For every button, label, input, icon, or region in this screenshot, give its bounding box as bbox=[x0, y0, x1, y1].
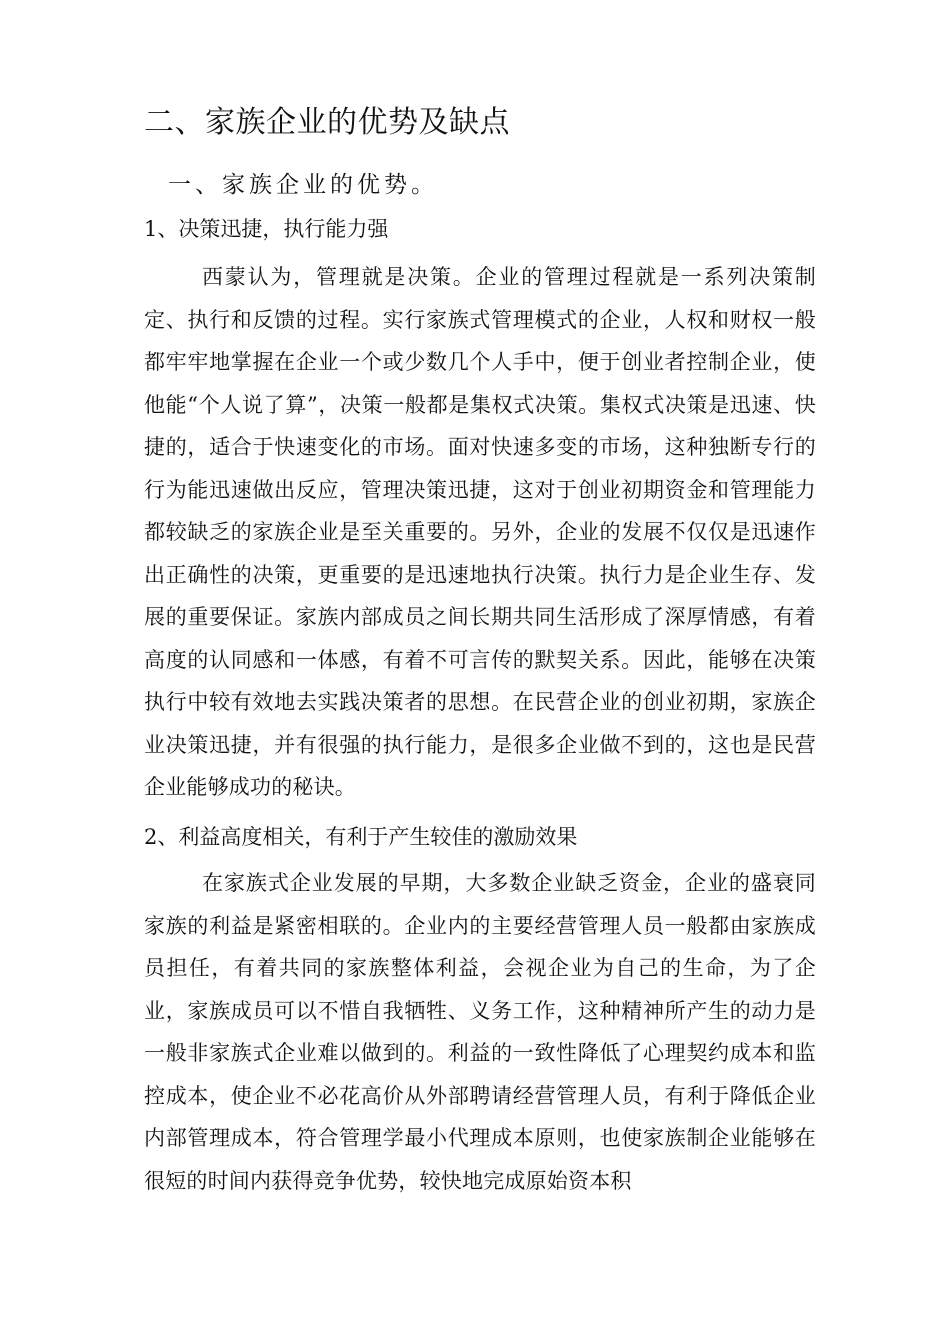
subsection-title: 一、家族企业的优势。 bbox=[168, 172, 438, 198]
item-heading-2: 2、利益高度相关，有利于产生较佳的激励效果 bbox=[144, 825, 578, 849]
item-heading-1: 1、决策迅捷，执行能力强 bbox=[144, 217, 389, 241]
item-paragraph-2: 在家族式企业发展的早期，大多数企业缺乏资金，企业的盛衰同家族的利益是紧密相联的。企业内的主要经营管理人员一般都由家族成员担任，有着共同的家族整体利益，会视企业为自己的生命，为了企业，家族成员可以不惜自我牺牲、义务工作，这种精神所产生的动力是一般非家族式企业难以做到的。利益的一致性降低了心理契约成本和监控成本，使企业不必花高价从外部聘请经营管理人员，有利于降低企业内部管理成本，符合管理学最小代理成本原则，也使家族制企业能够在很短的时间内获得竞争优势，较快地完成原始资本积 bbox=[144, 871, 816, 1193]
item-paragraph-1: 西蒙认为，管理就是决策。企业的管理过程就是一系列决策制定、执行和反馈的过程。实行家族式管理模式的企业，人权和财权一般都牢牢地掌握在企业一个或少数几个人手中，便于创业者控制企业，使他能“个人说了算”，决策一般都是集权式决策。集权式决策是迅速、快捷的，适合于快速变化的市场。面对快速多变的市场，这种独断专行的行为能迅速做出反应，管理决策迅捷，这对于创业初期资金和管理能力都较缺乏的家族企业是至关重要的。另外，企业的发展不仅仅是迅速作出正确性的决策，更重要的是迅速地执行决策。执行力是企业生存、发展的重要保证。家族内部成员之间长期共同生活形成了深厚情感，有着高度的认同感和一体感，有着不可言传的默契关系。因此，能够在决策执行中较有效地去实践决策者的思想。在民营企业的创业初期，家族企业决策迅捷，并有很强的执行能力，是很多企业做不到的，这也是民营企业能够成功的秘诀。 bbox=[144, 265, 816, 799]
section-title: 二、家族企业的优势及缺点 bbox=[144, 105, 510, 140]
